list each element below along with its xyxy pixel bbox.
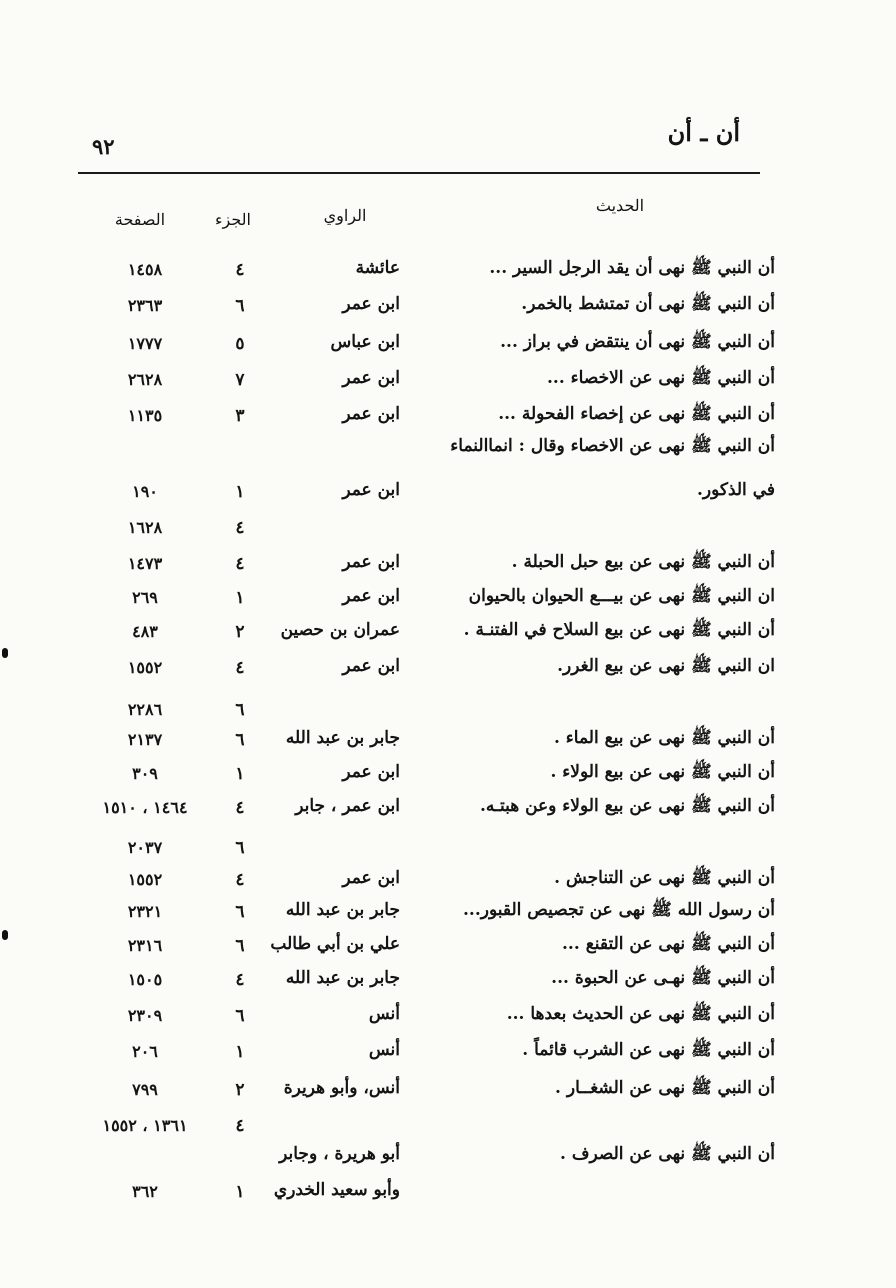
table-row: [0, 930, 896, 962]
page-reference: ٢١٣٧: [127, 730, 163, 749]
juz-number: ٤: [235, 658, 245, 678]
table-row: [0, 758, 896, 790]
table-row: [0, 290, 896, 322]
column-header-page: الصفحة: [114, 210, 166, 229]
page-reference: ١١٣٥: [127, 406, 163, 425]
juz-number: ٤: [235, 554, 245, 574]
table-row: [0, 476, 896, 508]
rawi-name: جابر بن عبد الله: [285, 968, 400, 988]
page-reference: ٢٠٣٧: [127, 838, 163, 857]
page-number: ٩٢: [92, 134, 115, 159]
juz-number: ٦: [235, 902, 245, 922]
table-row: [0, 582, 896, 614]
table-row: [0, 1110, 896, 1142]
table-row: [0, 652, 896, 684]
hadith-text: ان النبي ﷺ نهى عن بيع الغرر.: [557, 656, 775, 676]
hadith-text: أن النبي ﷺ نهى عن الاخصاء وقال : انماالنماء: [450, 436, 775, 456]
rawi-name: عمران بن حصين: [280, 620, 400, 640]
page-reference: ١٣٦١ ، ١٥٥٢: [102, 1116, 188, 1135]
juz-number: ٤: [235, 260, 245, 280]
hadith-text: أن النبي ﷺ نهى أن ينتقض في براز ...: [500, 332, 775, 352]
margin-mark: [2, 930, 8, 940]
table-row: [0, 328, 896, 360]
juz-number: ٥: [235, 334, 245, 354]
page-reference: ٢٣٠٩: [127, 1006, 163, 1025]
rawi-name: ابن عمر: [342, 404, 400, 424]
juz-number: ٦: [235, 838, 245, 858]
rawi-name: عائشة: [355, 258, 400, 278]
hadith-text: أن النبي ﷺ نهى عن بيع الولاء .: [550, 762, 775, 782]
table-row: [0, 864, 896, 896]
margin-mark: [2, 648, 8, 658]
table-row: [0, 1074, 896, 1106]
rawi-name: ابن عمر: [342, 552, 400, 572]
table-row: [0, 512, 896, 544]
juz-number: ٤: [235, 870, 245, 890]
hadith-text: أن النبي ﷺ نهى عن الشغــار .: [555, 1078, 775, 1098]
hadith-text: أن النبي ﷺ نهى أن تمتشط بالخمر.: [521, 294, 775, 314]
table-row: [0, 964, 896, 996]
rawi-name: ابن عمر: [342, 868, 400, 888]
running-header-title: أن ـ أن: [667, 118, 740, 147]
hadith-text: أن النبي ﷺ نهى عن بيع السلاح في الفتنـة .: [463, 620, 775, 640]
hadith-text: أن النبي ﷺ نهـى عن الحبوة ...: [551, 968, 775, 988]
juz-number: ١: [235, 482, 245, 502]
rawi-name: ابن عمر: [342, 762, 400, 782]
page-reference: ٢٦٢٨: [127, 370, 163, 389]
juz-number: ٤: [235, 1116, 245, 1136]
table-row: [0, 364, 896, 396]
hadith-text: أن النبي ﷺ نهى عن بيع الولاء وعن هبتـه.: [479, 796, 775, 816]
page-reference: ١٤٥٨: [127, 260, 163, 279]
rawi-name: ابن عمر ، جابر: [295, 796, 400, 816]
page-reference: ١٥٥٢: [127, 870, 163, 889]
hadith-text: أن النبي ﷺ نهى عن إخصاء الفحولة ...: [498, 404, 775, 424]
juz-number: ٦: [235, 936, 245, 956]
page-reference: ١٦٢٨: [127, 518, 163, 537]
hadith-text: ان النبي ﷺ نهى عن بيـــع الحيوان بالحيوان: [468, 586, 775, 606]
table-row: [0, 254, 896, 286]
juz-number: ٦: [235, 296, 245, 316]
page-reference: ٣٠٩: [132, 764, 158, 783]
hadith-text: أن النبي ﷺ نهى عن التناجش .: [554, 868, 775, 888]
hadith-text: أن النبي ﷺ نهى عن بيع الماء .: [553, 728, 775, 748]
rawi-name: ابن عمر: [342, 368, 400, 388]
page-reference: ١٩٠: [132, 482, 158, 501]
table-row: [0, 694, 896, 726]
table-row: [0, 1036, 896, 1068]
hadith-text: أن النبي ﷺ نهى أن يقد الرجل السير ...: [489, 258, 775, 278]
hadith-text: في الذكور.: [696, 480, 775, 500]
rawi-name: أنس: [368, 1004, 400, 1024]
juz-number: ٦: [235, 1006, 245, 1026]
page-reference: ١٤٧٣: [127, 554, 163, 573]
column-header-rawi: الراوي: [323, 206, 367, 225]
juz-number: ٤: [235, 970, 245, 990]
table-row: [0, 1140, 896, 1172]
page-reference: ٣٦٢: [132, 1182, 158, 1201]
juz-number: ٤: [235, 798, 245, 818]
page-reference: ٢٠٦: [132, 1042, 158, 1061]
hadith-text: أن النبي ﷺ نهى عن الصرف .: [560, 1144, 775, 1164]
page-reference: ١٥٥٢: [127, 658, 163, 677]
juz-number: ٧: [235, 370, 245, 390]
juz-number: ١: [235, 588, 245, 608]
hadith-text: أن النبي ﷺ نهى عن الحديث بعدها ...: [506, 1004, 775, 1024]
table-row: [0, 724, 896, 756]
page-reference: ٢٣٦٣: [127, 296, 163, 315]
page-reference: ٢٦٩: [132, 588, 158, 607]
page-reference: ١٧٧٧: [127, 334, 163, 353]
hadith-text: أن رسول الله ﷺ نهى عن تجصيص القبور...: [462, 900, 775, 920]
juz-number: ٣: [235, 406, 245, 426]
juz-number: ١: [235, 764, 245, 784]
table-row: [0, 832, 896, 864]
page-reference: ٢٣٢١: [127, 902, 163, 921]
rawi-name: أبو هريرة ، وجابر: [279, 1144, 400, 1164]
juz-number: ٤: [235, 518, 245, 538]
juz-number: ٢: [235, 622, 245, 642]
juz-number: ٦: [235, 700, 245, 720]
table-row: [0, 400, 896, 432]
header-rule: [78, 172, 760, 174]
rawi-name: ابن عمر: [342, 294, 400, 314]
rawi-name: ابن عباس: [330, 332, 400, 352]
table-row: [0, 616, 896, 648]
rawi-name: أنس: [368, 1040, 400, 1060]
table-row: [0, 1176, 896, 1208]
rawi-name: أنس، وأبو هريرة: [283, 1078, 400, 1098]
column-header-juz: الجزء: [215, 210, 251, 229]
rawi-name: ابن عمر: [342, 586, 400, 606]
hadith-text: أن النبي ﷺ نهى عن الشرب قائماً .: [522, 1040, 775, 1060]
table-row: [0, 548, 896, 580]
juz-number: ١: [235, 1042, 245, 1062]
juz-number: ٦: [235, 730, 245, 750]
hadith-text: أن النبي ﷺ نهى عن الاخصاء ...: [546, 368, 775, 388]
rawi-name: علي بن أبي طالب: [270, 934, 400, 954]
rawi-name: ابن عمر: [342, 656, 400, 676]
page-reference: ٤٨٣: [132, 622, 158, 641]
table-row: [0, 792, 896, 824]
page-reference: ٧٩٩: [132, 1080, 158, 1099]
table-row: [0, 1000, 896, 1032]
rawi-name: جابر بن عبد الله: [285, 900, 400, 920]
juz-number: ١: [235, 1182, 245, 1202]
page-reference: ٢٢٨٦: [127, 700, 163, 719]
rawi-name: ابن عمر: [342, 480, 400, 500]
table-row: [0, 896, 896, 928]
hadith-text: أن النبي ﷺ نهى عن بيع حبل الحبلة .: [511, 552, 775, 572]
page-reference: ١٤٦٤ ، ١٥١٠: [102, 798, 188, 817]
page-reference: ٢٣١٦: [127, 936, 163, 955]
hadith-text: أن النبي ﷺ نهى عن التقنع ...: [562, 934, 775, 954]
column-header-hadith: الحديث: [595, 196, 645, 215]
rawi-name: وأبو سعيد الخدري: [273, 1180, 400, 1200]
rawi-name: جابر بن عبد الله: [285, 728, 400, 748]
juz-number: ٢: [235, 1080, 245, 1100]
page-reference: ١٥٠٥: [127, 970, 163, 989]
table-row: [0, 432, 896, 464]
